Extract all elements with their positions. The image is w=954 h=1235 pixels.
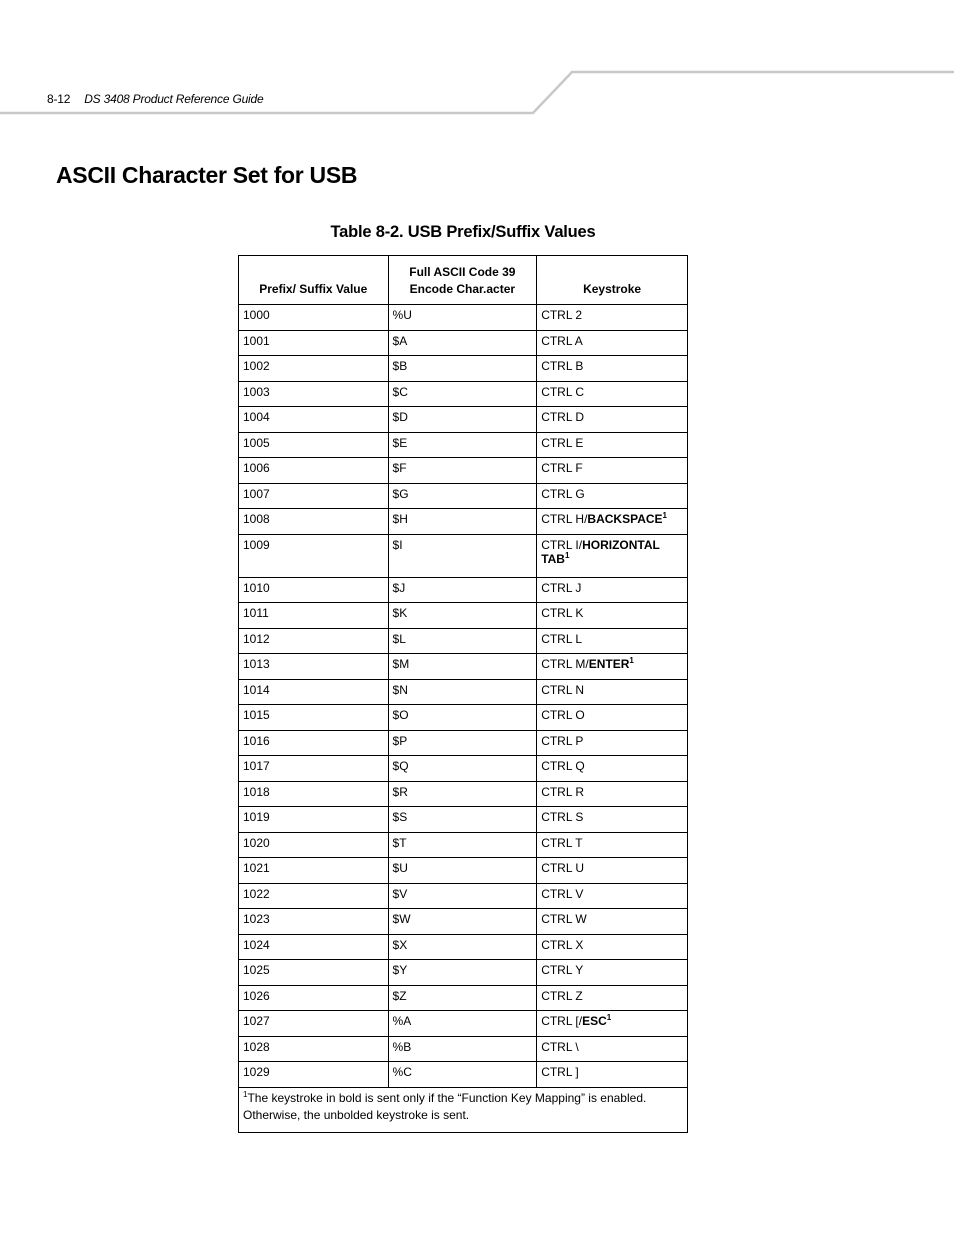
table-footnote: [239, 1087, 688, 1132]
keystroke-text: CTRL A: [541, 333, 583, 348]
cell-character: $V: [388, 883, 537, 909]
cell-keystroke: [537, 654, 688, 680]
cell-character: $C: [388, 381, 537, 407]
cell-character: $M: [388, 654, 537, 680]
cell-keystroke: [537, 458, 688, 484]
cell-value: 1003: [239, 381, 389, 407]
cell-character: $W: [388, 909, 537, 935]
cell-character: $D: [388, 407, 537, 433]
keystroke-text: CTRL B: [541, 359, 584, 373]
cell-character: $T: [388, 832, 537, 858]
cell-value: 1023: [239, 909, 389, 935]
keystroke-text: CTRL ]: [541, 1065, 579, 1079]
keystroke-text: CTRL M/: [541, 657, 589, 671]
cell-keystroke: [537, 909, 688, 935]
cell-character: $N: [388, 679, 537, 705]
cell-character: $A: [388, 330, 537, 356]
cell-character: $P: [388, 730, 537, 756]
table-row: [239, 1062, 688, 1088]
cell-keystroke: [537, 679, 688, 705]
cell-value: 1009: [239, 534, 389, 577]
cell-value: 1022: [239, 883, 389, 909]
keystroke-text: CTRL P: [541, 733, 584, 748]
cell-value: 1006: [239, 458, 389, 484]
table-row: [239, 756, 688, 782]
cell-keystroke: [537, 432, 688, 458]
cell-value: 1007: [239, 483, 389, 509]
table-caption: Table 8-2. USB Prefix/Suffix Values: [330, 223, 596, 241]
keystroke-text: CTRL R: [541, 784, 585, 799]
table-row: [239, 781, 688, 807]
cell-keystroke: [537, 960, 688, 986]
cell-value: 1026: [239, 985, 389, 1011]
cell-value: 1012: [239, 628, 389, 654]
table-row: [239, 858, 688, 884]
cell-keystroke: [537, 330, 688, 356]
cell-value: 1029: [239, 1062, 389, 1088]
cell-character: %C: [388, 1062, 537, 1088]
cell-keystroke: [537, 356, 688, 382]
cell-character: $X: [388, 934, 537, 960]
cell-value: 1020: [239, 832, 389, 858]
keystroke-text: CTRL Y: [541, 963, 584, 977]
keystroke-text: CTRL H/: [541, 512, 588, 526]
keystroke-text: CTRL T: [541, 835, 583, 850]
cell-character: $L: [388, 628, 537, 654]
cell-keystroke: [537, 628, 688, 654]
cell-value: 1005: [239, 432, 389, 458]
cell-keystroke: [537, 781, 688, 807]
cell-value: 1028: [239, 1036, 389, 1062]
keystroke-text: CTRL Z: [541, 988, 583, 1003]
table-row: [239, 730, 688, 756]
cell-keystroke: [537, 985, 688, 1011]
cell-keystroke: [537, 407, 688, 433]
cell-value: 1024: [239, 934, 389, 960]
cell-value: 1010: [239, 577, 389, 603]
keystroke-text: CTRL C: [541, 384, 585, 399]
keystroke-text: CTRL O: [541, 708, 585, 722]
keystroke-function-key: ESC: [582, 1014, 607, 1028]
cell-value: 1001: [239, 330, 389, 356]
keystroke-text: CTRL S: [541, 810, 584, 824]
cell-character: $F: [388, 458, 537, 484]
running-header: [47, 92, 263, 106]
cell-keystroke: [537, 756, 688, 782]
table-row: [239, 832, 688, 858]
cell-character: $O: [388, 705, 537, 731]
cell-value: 1008: [239, 509, 389, 535]
keystroke-function-key: ENTER: [588, 657, 630, 671]
keystroke-text: CTRL U: [541, 861, 585, 875]
table-row: [239, 909, 688, 935]
cell-keystroke: [537, 483, 688, 509]
footnote-reference: 1: [606, 1013, 612, 1022]
cell-character: $B: [388, 356, 537, 382]
footnote-row: [239, 1087, 688, 1132]
cell-character: $Y: [388, 960, 537, 986]
cell-keystroke: [537, 1062, 688, 1088]
table-row: [239, 483, 688, 509]
table-row: [239, 330, 688, 356]
cell-value: 1027: [239, 1011, 389, 1037]
cell-keystroke: [537, 1011, 688, 1037]
cell-character: $Q: [388, 756, 537, 782]
keystroke-text: CTRL \: [541, 1039, 579, 1054]
cell-character: $E: [388, 432, 537, 458]
cell-value: 1011: [239, 603, 389, 629]
cell-value: 1015: [239, 705, 389, 731]
page-number: 8-12: [47, 92, 71, 106]
cell-value: 1000: [239, 305, 389, 331]
keystroke-function-key: BACKSPACE: [587, 512, 663, 526]
cell-value: 1016: [239, 730, 389, 756]
footnote-text: The keystroke in bold is sent only if the “Function Key Mapping” is enabled. Otherwise, the unbolded keystroke is sent.: [243, 1090, 647, 1122]
table-row: [239, 1036, 688, 1062]
keystroke-text: CTRL G: [541, 486, 585, 501]
cell-value: 1004: [239, 407, 389, 433]
table-header-row: [239, 256, 688, 305]
cell-character: %A: [388, 1011, 537, 1037]
cell-value: 1021: [239, 858, 389, 884]
cell-keystroke: [537, 1036, 688, 1062]
keystroke-text: CTRL F: [541, 461, 583, 475]
cell-keystroke: [537, 883, 688, 909]
prefix-suffix-table: [238, 255, 688, 1133]
table-row: [239, 509, 688, 535]
cell-character: $I: [388, 534, 537, 577]
table-row: [239, 356, 688, 382]
table-row: [239, 934, 688, 960]
keystroke-text: CTRL L: [541, 631, 583, 646]
keystroke-text: CTRL Q: [541, 759, 585, 773]
cell-character: $S: [388, 807, 537, 833]
footnote-marker: 1: [243, 1089, 248, 1099]
footnote-reference: 1: [629, 656, 634, 665]
cell-keystroke: [537, 730, 688, 756]
table-row: [239, 960, 688, 986]
table-row: [239, 985, 688, 1011]
keystroke-text: CTRL V: [541, 886, 584, 901]
table-row: [239, 407, 688, 433]
keystroke-text: CTRL I/: [541, 537, 583, 552]
table-row: [239, 305, 688, 331]
footnote-reference: 1: [564, 550, 570, 560]
keystroke-function-key: HORIZONTAL TAB: [541, 537, 660, 566]
keystroke-text: CTRL W: [541, 912, 587, 926]
cell-character: $Z: [388, 985, 537, 1011]
table-row: [239, 534, 688, 577]
cell-character: %U: [388, 305, 537, 331]
cell-character: $H: [388, 509, 537, 535]
table-row: [239, 1011, 688, 1037]
keystroke-text: CTRL [/: [541, 1014, 583, 1028]
table-body: [239, 305, 688, 1088]
guide-title: DS 3408 Product Reference Guide: [84, 92, 264, 106]
cell-value: 1002: [239, 356, 389, 382]
keystroke-text: CTRL D: [541, 410, 585, 424]
table-row: [239, 603, 688, 629]
cell-keystroke: [537, 534, 688, 577]
table-row: [239, 577, 688, 603]
keystroke-text: CTRL E: [541, 435, 584, 450]
table-row: [239, 654, 688, 680]
cell-character: $R: [388, 781, 537, 807]
table-row: [239, 679, 688, 705]
cell-keystroke: [537, 381, 688, 407]
keystroke-text: CTRL J: [541, 580, 582, 595]
cell-keystroke: [537, 705, 688, 731]
cell-value: 1018: [239, 781, 389, 807]
keystroke-text: CTRL N: [541, 682, 585, 697]
cell-value: 1013: [239, 654, 389, 680]
cell-keystroke: [537, 832, 688, 858]
table-row: [239, 705, 688, 731]
cell-keystroke: [537, 807, 688, 833]
cell-keystroke: [537, 934, 688, 960]
keystroke-text: CTRL K: [541, 606, 584, 620]
table-row: [239, 458, 688, 484]
cell-keystroke: [537, 603, 688, 629]
table-row: [239, 432, 688, 458]
column-header-value: Prefix/ Suffix Value: [239, 256, 389, 305]
table-row: [239, 381, 688, 407]
cell-character: $G: [388, 483, 537, 509]
keystroke-text: CTRL 2: [541, 308, 583, 322]
table-row: [239, 883, 688, 909]
cell-keystroke: [537, 858, 688, 884]
keystroke-text: CTRL X: [541, 937, 584, 952]
column-header-keystroke: Keystroke: [537, 256, 688, 305]
table-row: [239, 628, 688, 654]
cell-keystroke: [537, 509, 688, 535]
cell-character: $U: [388, 858, 537, 884]
footnote-reference: 1: [662, 511, 667, 520]
cell-character: $K: [388, 603, 537, 629]
cell-value: 1014: [239, 679, 389, 705]
cell-value: 1017: [239, 756, 389, 782]
cell-keystroke: [537, 577, 688, 603]
cell-character: %B: [388, 1036, 537, 1062]
cell-character: $J: [388, 577, 537, 603]
column-header-character: Full ASCII Code 39 Encode Char.acter: [388, 256, 537, 305]
cell-value: 1019: [239, 807, 389, 833]
table-row: [239, 807, 688, 833]
section-title: ASCII Character Set for USB: [56, 162, 358, 188]
cell-value: 1025: [239, 960, 389, 986]
cell-keystroke: [537, 305, 688, 331]
